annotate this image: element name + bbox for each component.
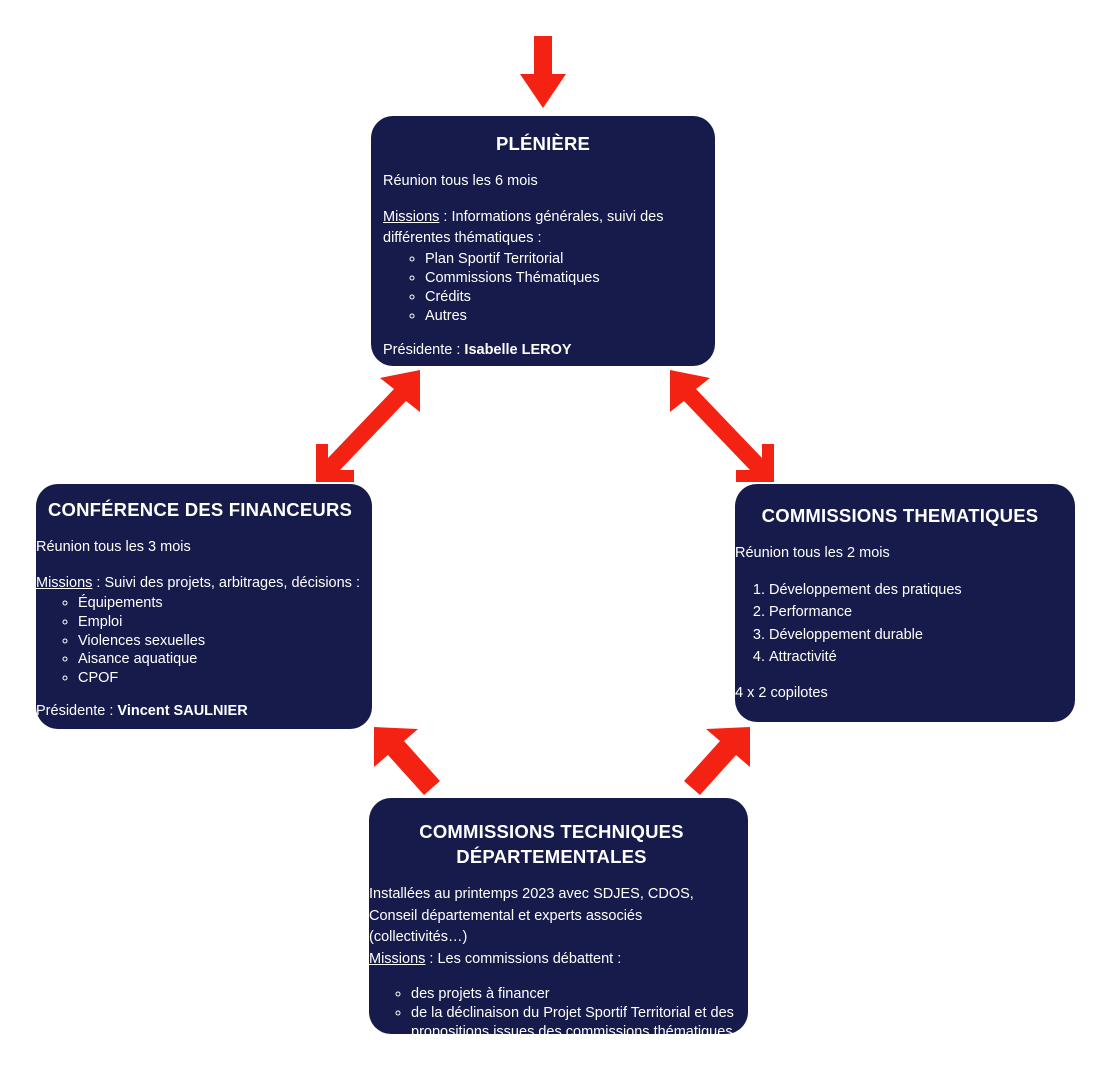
role-label: Présidente : (383, 341, 465, 358)
missions-text: : Suivi des projets, arbitrages, décisions : (92, 574, 360, 591)
card-techniques-body (369, 884, 734, 1042)
spacer (383, 326, 707, 340)
card-financeurs-frequency: Réunion tous les 3 mois (36, 538, 191, 555)
arrow-techniques-financeurs (370, 725, 442, 797)
list-item: ◦ Équipements (78, 594, 364, 613)
spacer (379, 157, 707, 171)
list-item: ◦ Plan Sportif Territorial (425, 250, 707, 269)
arrow-top-down-into-pleniere (508, 36, 578, 112)
missions-text: : Informations générales, suivi des différentes thématiques : (383, 208, 664, 247)
card-pleniere-title: PLÉNIÈRE (495, 133, 591, 154)
spacer (735, 565, 1065, 579)
card-techniques-title-line2: DÉPARTEMENTALES (456, 845, 647, 867)
missions-text: : Les commissions débattent : (425, 951, 622, 968)
list-item: ◦ Autres (425, 307, 707, 326)
card-thematiques-frequency: Réunion tous les 2 mois (735, 544, 890, 561)
card-pleniere-item-list (383, 250, 707, 325)
role-name: Vincent SAULNIER (117, 703, 248, 720)
list-item: ◦ Violences sexuelles (78, 632, 364, 651)
list-item: ◦ Emploi (78, 613, 364, 632)
card-financeurs-item-list (36, 594, 364, 687)
arrow-pleniere-thematiques (658, 368, 778, 484)
list-item: 3. Développement durable (769, 624, 1065, 646)
card-techniques-item-list (369, 985, 734, 1042)
list-item: ◦ de la déclinaison du Projet Sportif Territorial et des propositions issues des commissions thématiques (411, 1004, 734, 1042)
missions-label: Missions (369, 951, 426, 968)
list-item: 2. Performance (769, 601, 1065, 623)
list-item: 1. Développement des pratiques (769, 579, 1065, 601)
card-thematiques-title: COMMISSIONS THEMATIQUES (761, 505, 1039, 526)
list-item: ◦ Aisance aquatique (78, 650, 364, 669)
list-item: ◦ CPOF (78, 669, 364, 688)
spacer (369, 971, 734, 985)
card-pleniere-frequency: Réunion tous les 6 mois (383, 172, 538, 189)
spacer (36, 687, 364, 701)
card-thematiques-item-list (735, 579, 1065, 669)
list-item: ◦ Commissions Thématiques (425, 269, 707, 288)
role-name: Isabelle LEROY (464, 341, 572, 358)
arrow-pleniere-financeurs (312, 368, 432, 484)
card-techniques-intro: Installées au printemps 2023 avec SDJES, CDOS, Conseil départemental et experts associés (collectivités…) (369, 885, 694, 946)
spacer (383, 193, 707, 207)
card-pleniere-missions (383, 207, 707, 251)
spacer (735, 669, 1065, 683)
card-financeurs-role (36, 701, 364, 723)
card-pleniere-body (379, 171, 707, 361)
card-financeurs-missions (36, 573, 364, 595)
card-techniques-missions (369, 949, 734, 971)
card-commissions-techniques-departementales (369, 798, 748, 1040)
card-pleniere (371, 116, 715, 366)
list-item: 4. Attractivité (769, 646, 1065, 668)
spacer (36, 559, 364, 573)
missions-label: Missions (383, 208, 440, 225)
role-label: Présidente : (36, 703, 118, 720)
missions-label: Missions (36, 574, 93, 591)
spacer (36, 523, 364, 537)
card-techniques-title-line1: COMMISSIONS TECHNIQUES (419, 821, 684, 842)
list-item: ◦ des projets à financer (411, 985, 734, 1004)
card-pleniere-role (383, 340, 707, 362)
card-thematiques-body (735, 543, 1065, 704)
card-thematiques-footer: 4 x 2 copilotes (735, 684, 828, 701)
card-conference-des-financeurs (36, 484, 372, 729)
spacer (369, 870, 734, 884)
card-financeurs-title: CONFÉRENCE DES FINANCEURS (47, 499, 353, 520)
spacer (735, 529, 1065, 543)
card-financeurs-body (36, 537, 364, 723)
arrow-techniques-thematiques (682, 725, 754, 797)
list-item: ◦ Crédits (425, 288, 707, 307)
card-commissions-thematiques (735, 484, 1075, 722)
